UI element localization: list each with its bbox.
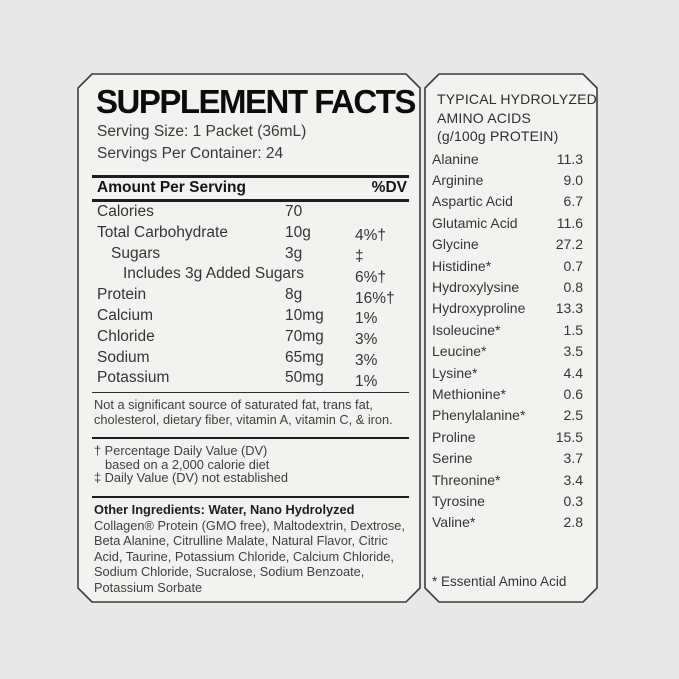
nutrient-dv: 1% [355, 372, 378, 390]
table-row-hydroxyproline [432, 298, 583, 319]
other-ingredients-bold-line: Other Ingredients: Water, Nano Hydrolyzed [94, 502, 355, 517]
amino-value: 0.3 [563, 492, 583, 509]
nutrient-dv: 4%† [355, 227, 387, 245]
nutrient-amount: 70 [285, 203, 303, 220]
amino-value: 0.8 [563, 279, 583, 296]
table-row-sugars [97, 245, 409, 266]
nutrient-dv: 1% [355, 310, 378, 328]
nutrient-name: Sodium [97, 348, 150, 366]
amount-per-serving-label: Amount Per Serving [97, 179, 246, 196]
amino-acids-panel [425, 74, 597, 602]
amino-name: Phenylalanine* [432, 407, 526, 424]
nutrient-name: Protein [97, 286, 147, 304]
other-ingredients-section [94, 502, 408, 596]
amino-name: Alanine [432, 150, 479, 167]
other-ingredients-line: Sodium Chloride, Sucralose, Sodium Benzoate, [94, 564, 365, 580]
amino-name: Leucine* [432, 343, 487, 360]
table-row-alanine [432, 148, 583, 169]
nutrient-amount: 8g [285, 286, 303, 304]
amino-value: 11.3 [556, 150, 583, 167]
table-row-glutamic-acid [432, 212, 583, 233]
amino-name: Arginine [432, 172, 484, 189]
nutrient-table [97, 203, 409, 390]
amino-name: Tyrosine [432, 492, 485, 509]
table-row-sodium [97, 349, 409, 370]
nutrient-amount: 65mg [285, 348, 324, 366]
table-row-added-sugars [97, 265, 409, 286]
table-row-glycine [432, 234, 583, 255]
amino-name: Histidine* [432, 257, 492, 274]
table-row-protein [97, 286, 409, 307]
nutrient-dv: 6%† [355, 268, 387, 286]
amino-name: Proline [432, 428, 476, 445]
amino-value: 27.2 [555, 236, 583, 253]
dv-footnotes [94, 444, 288, 485]
nutrient-name: Total Carbohydrate [97, 223, 228, 241]
other-ingredients-line: Acid, Taurine, Potassium Chloride, Calcium Chloride, [94, 548, 394, 564]
amino-name: Lysine* [432, 364, 478, 381]
amount-per-serving-header [97, 179, 407, 197]
table-row-threonine [432, 469, 583, 490]
amino-name: Isoleucine* [432, 321, 501, 338]
table-row-tyrosine [432, 490, 583, 511]
divider-thin-above-disclaimer [92, 392, 409, 393]
nutrient-name: Sugars [111, 244, 161, 262]
table-row-serine [432, 447, 583, 468]
amino-value: 2.5 [563, 407, 583, 424]
amino-name: Hydroxyproline [432, 300, 526, 317]
nutrient-amount: 3g [285, 244, 303, 262]
nutrient-name: Chloride [97, 327, 155, 345]
footnote-dagger: † Percentage Daily Value (DV) [94, 443, 268, 458]
table-row-aspartic-acid [432, 191, 583, 212]
table-row-valine [432, 512, 583, 533]
amino-value: 2.8 [563, 514, 583, 531]
dv-column-header: %DV [371, 179, 407, 196]
table-row-histidine [432, 255, 583, 276]
table-row-lysine [432, 362, 583, 383]
amino-acids-panel-title [437, 90, 597, 146]
table-row-hydroxylysine [432, 276, 583, 297]
amino-value: 3.5 [563, 343, 583, 360]
amino-value: 11.6 [556, 214, 583, 231]
amino-value: 4.4 [563, 364, 583, 381]
amino-name: Glycine [432, 236, 479, 253]
amino-value: 1.5 [563, 321, 583, 338]
amino-value: 6.7 [563, 193, 583, 210]
nutrient-name: Includes 3g Added Sugars [123, 265, 304, 283]
nutrient-dv: 3% [355, 352, 378, 370]
other-ingredients-line: Beta Alanine, Citrulline Malate, Natural Flavor, Citric [94, 533, 388, 549]
table-row-calcium [97, 307, 409, 328]
essential-amino-acid-footnote: * Essential Amino Acid [432, 574, 567, 589]
nutrient-amount: 10mg [285, 306, 324, 324]
amino-title-line: (g/100g PROTEIN) [437, 128, 559, 145]
nutrient-dv: ‡ [355, 248, 364, 266]
amino-name: Glutamic Acid [432, 214, 518, 231]
amino-value: 3.4 [563, 471, 583, 488]
amino-title-line: TYPICAL HYDROLYZED [437, 91, 597, 107]
amino-value: 9.0 [563, 172, 583, 189]
supplement-facts-title: SUPPLEMENT FACTS [96, 83, 415, 120]
servings-per-container-line: Servings Per Container: 24 [97, 145, 284, 162]
divider-above-footnotes [92, 437, 409, 439]
serving-size-line: Serving Size: 1 Packet (36mL) [97, 123, 307, 140]
nutrient-name: Calcium [97, 306, 153, 324]
supplement-facts-panel [78, 74, 420, 602]
nutrient-name: Calories [97, 203, 154, 220]
nutrient-amount: 10g [285, 223, 311, 241]
amino-name: Methionine* [432, 385, 506, 402]
amino-value: 13.3 [555, 300, 583, 317]
table-row-potassium [97, 369, 409, 390]
amino-title-line: AMINO ACIDS [437, 109, 531, 126]
nutrient-amount: 50mg [285, 369, 324, 387]
other-ingredients-line: Potassium Sorbate [94, 579, 203, 595]
nutrient-amount: 70mg [285, 327, 324, 345]
amino-name: Valine* [432, 514, 476, 531]
amino-name: Threonine* [432, 471, 501, 488]
divider-thick-top [92, 175, 409, 178]
table-row-calories [97, 203, 409, 224]
amino-value: 0.7 [563, 257, 583, 274]
amino-name: Hydroxylysine [432, 279, 520, 296]
table-row-isoleucine [432, 319, 583, 340]
amino-value: 15.5 [555, 428, 583, 445]
amino-value: 0.6 [563, 385, 583, 402]
table-row-methionine [432, 383, 583, 404]
divider-above-ingredients [92, 496, 409, 498]
not-significant-source-note: Not a significant source of saturated fat, trans fat, cholesterol, dietary fiber, vitamin A, vitamin C, & iron. [94, 397, 393, 427]
amino-name: Serine [432, 450, 473, 467]
footnote-dagger-continued: based on a 2,000 calorie diet [105, 456, 270, 472]
table-row-total-carbohydrate [97, 224, 409, 245]
nutrient-name: Potassium [97, 369, 170, 387]
table-row-proline [432, 426, 583, 447]
table-row-phenylalanine [432, 405, 583, 426]
amino-name: Aspartic Acid [432, 193, 513, 210]
amino-value: 3.7 [563, 450, 583, 467]
nutrient-dv: 3% [355, 331, 378, 349]
table-row-arginine [432, 169, 583, 190]
table-row-leucine [432, 341, 583, 362]
other-ingredients-line: Collagen® Protein (GMO free), Maltodextrin, Dextrose, [94, 517, 405, 533]
nutrient-dv: 16%† [355, 289, 395, 307]
divider-below-header [92, 199, 409, 202]
table-row-chloride [97, 328, 409, 349]
amino-acids-table [432, 148, 583, 533]
footnote-double-dagger: ‡ Daily Value (DV) not established [94, 470, 288, 486]
